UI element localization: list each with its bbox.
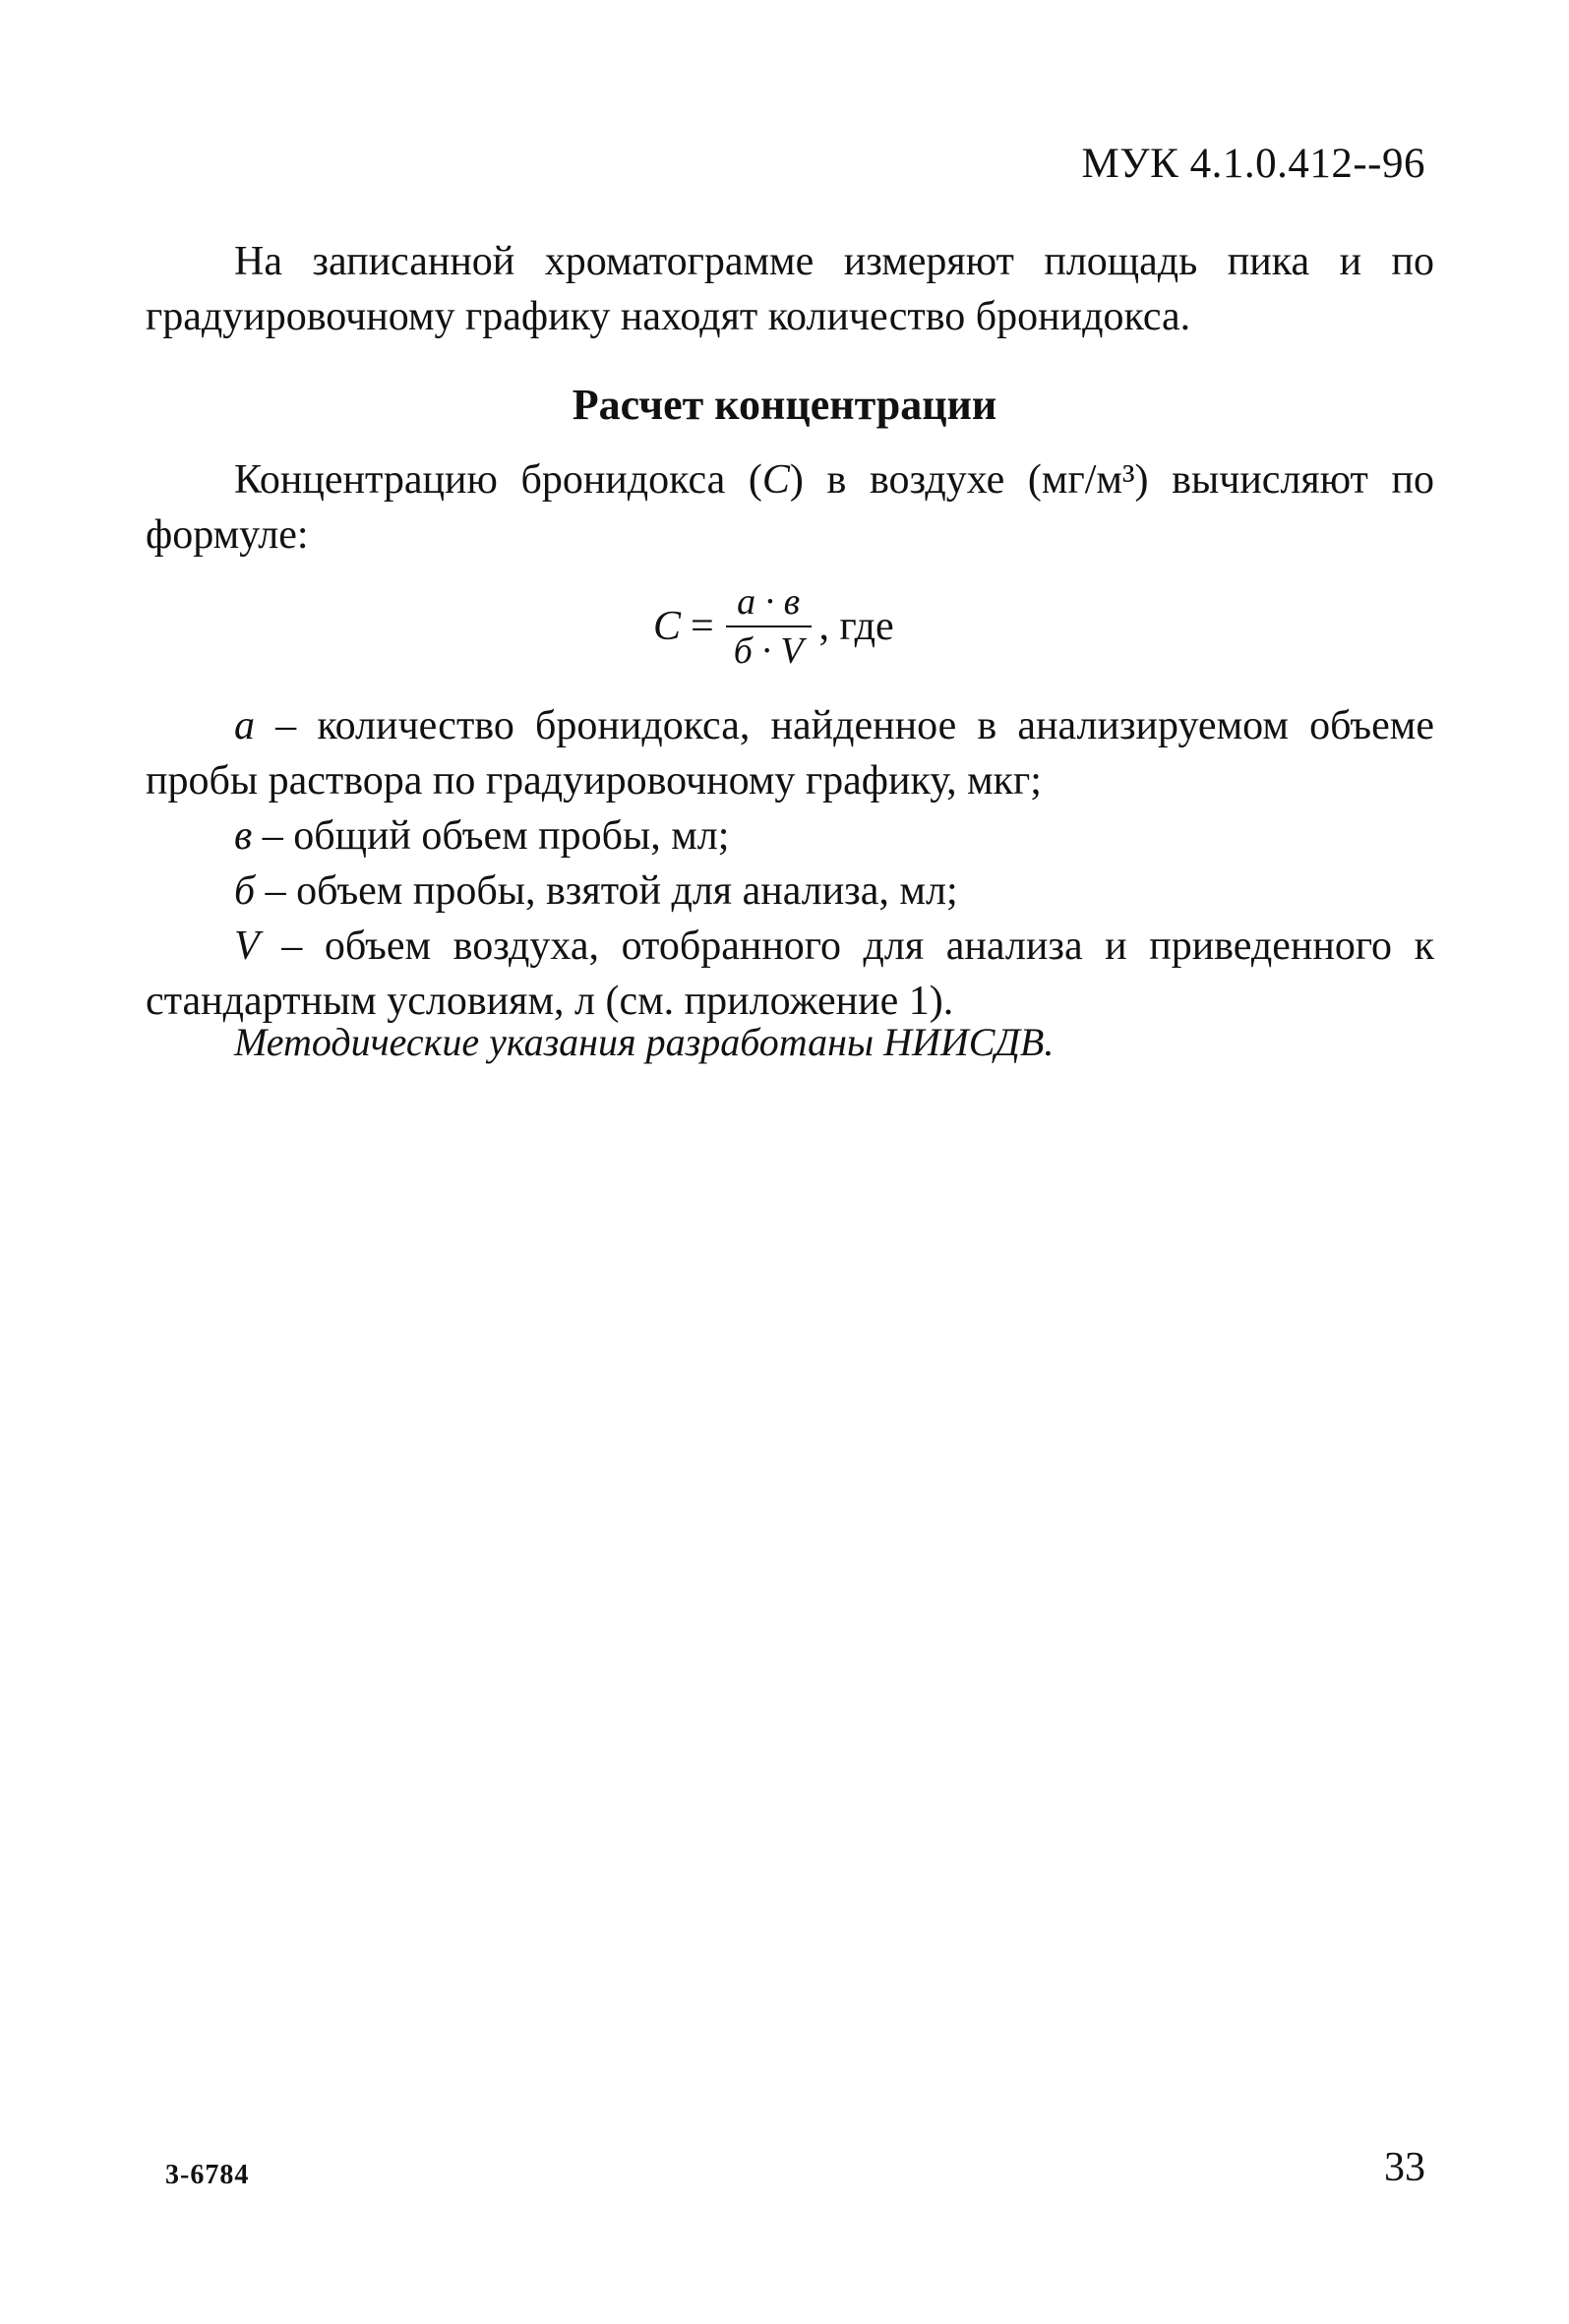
concentration-formula <box>653 572 894 681</box>
definition-b <box>146 864 1434 919</box>
paragraph-concentration <box>146 452 1434 563</box>
definition-v <box>146 808 1434 864</box>
paragraph-concentration-start: Концентрацию бронидокса ( <box>234 457 762 503</box>
footer-print-code: 3-6784 <box>165 2160 250 2190</box>
definition-text: – объем пробы, взятой для анализа, мл; <box>255 868 958 914</box>
page-number: 33 <box>1384 2145 1425 2190</box>
symbol-c: С <box>761 457 790 503</box>
author-note: Методические указания разработаны НИИСДВ. <box>234 1020 1055 1064</box>
definition-symbol: V <box>234 924 260 969</box>
fraction-bar <box>726 626 812 627</box>
paragraph-concentration-end: ) в воздухе (мг/м³) вычисляют по формуле: <box>146 457 1434 558</box>
paragraph-chromatogram: На записанной хроматограмме измеряют площадь пика и по градуировочному графику находят количество бронидокса. <box>146 239 1434 339</box>
formula-suffix: , где <box>818 604 894 649</box>
definition-symbol: в <box>234 813 253 859</box>
formula-equals: = <box>691 604 714 649</box>
variable-definitions <box>146 698 1434 1029</box>
formula-fraction <box>726 580 812 673</box>
definition-text: – объем воздуха, отобранного для анализа и приведенного к стандартным условиям, л (см. приложение 1). <box>146 924 1434 1024</box>
definition-symbol: б <box>234 868 256 914</box>
formula-numerator: а · в <box>737 581 801 623</box>
formula-denominator: б · V <box>733 630 804 672</box>
definition-text: – общий объем пробы, мл; <box>252 813 730 859</box>
definition-volume <box>146 919 1434 1029</box>
definition-symbol: а <box>234 703 255 748</box>
document-code: МУК 4.1.0.412--96 <box>1081 141 1425 187</box>
section-heading: Расчет концентрации <box>572 381 997 429</box>
definition-text: – количество бронидокса, найденное в анализируемом объеме пробы раствора по градуировочному графику, мкг; <box>146 703 1434 804</box>
definition-a <box>146 698 1434 808</box>
formula-lhs: С <box>653 604 682 649</box>
